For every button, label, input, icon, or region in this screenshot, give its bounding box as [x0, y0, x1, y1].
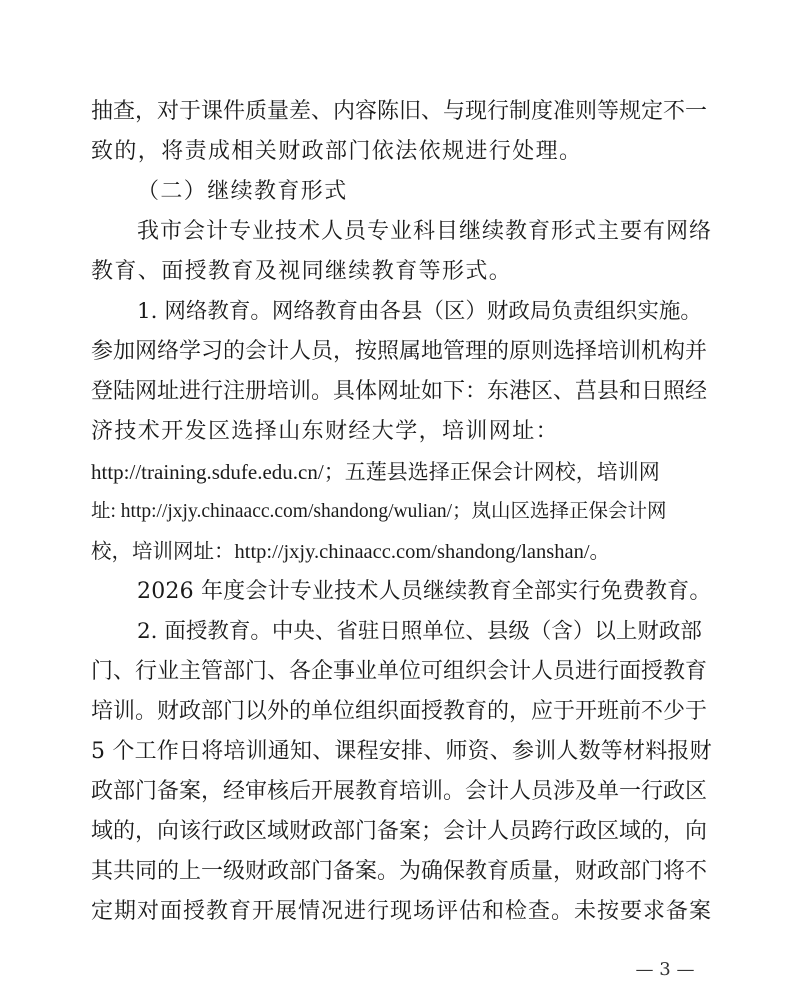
text-line-1: 抽查，对于课件质量差、内容陈旧、与现行制度准则等规定不一 [91, 99, 708, 124]
text-line-12: 校，培训网址：http://jxjy.chinaacc.com/shandong/lanshan/。 [91, 541, 611, 563]
page-number: — 3 — [635, 959, 695, 980]
text-line-16: 培训。财政部门以外的单位组织面授教育的，应于开班前不少于 [91, 699, 708, 724]
text-line-13: 2026 年度会计专业技术人员继续教育全部实行免费教育。 [137, 579, 712, 604]
text-line-8: 登陆网址进行注册培训。具体网址如下：东港区、莒县和日照经 [91, 379, 708, 404]
text-line-19: 域的，向该行政区域财政部门备案；会计人员跨行政区域的，向 [91, 819, 708, 844]
section-heading: （二）继续教育形式 [137, 179, 348, 204]
text-line-10: http://training.sdufe.edu.cn/；五莲县选择正保会计网校，培训网 [91, 460, 660, 484]
text-line-18: 政部门备案，经审核后开展教育培训。会计人员涉及单一行政区 [91, 779, 708, 804]
text-line-5: 教育、面授教育及视同继续教育等形式。 [91, 259, 513, 284]
text-line-9: 济技术开发区选择山东财经大学，培训网址： [91, 419, 560, 444]
text-line-2: 致的，将责成相关财政部门依法依规进行处理。 [91, 139, 583, 164]
text-line-4: 我市会计专业技术人员专业科目继续教育形式主要有网络 [137, 219, 713, 244]
text-line-7: 参加网络学习的会计人员，按照属地管理的原则选择培训机构并 [91, 339, 708, 364]
text-line-17: 5 个工作日将培训通知、课程安排、师资、参训人数等材料报财 [91, 739, 712, 764]
text-line-20: 其共同的上一级财政部门备案。为确保教育质量，财政部门将不 [91, 859, 708, 884]
text-line-11: 址: http://jxjy.chinaacc.com/shandong/wulian/；岚山区选择正保会计网 [91, 501, 667, 522]
text-line-14: 2. 面授教育。中央、省驻日照单位、县级（含）以上财政部 [137, 619, 702, 644]
text-line-15: 门、行业主管部门、各企事业单位可组织会计人员进行面授教育 [91, 659, 708, 684]
text-line-21: 定期对面授教育开展情况进行现场评估和检查。未按要求备案 [91, 899, 713, 924]
text-line-6: 1. 网络教育。网络教育由各县（区）财政局负责组织实施。 [137, 299, 702, 324]
